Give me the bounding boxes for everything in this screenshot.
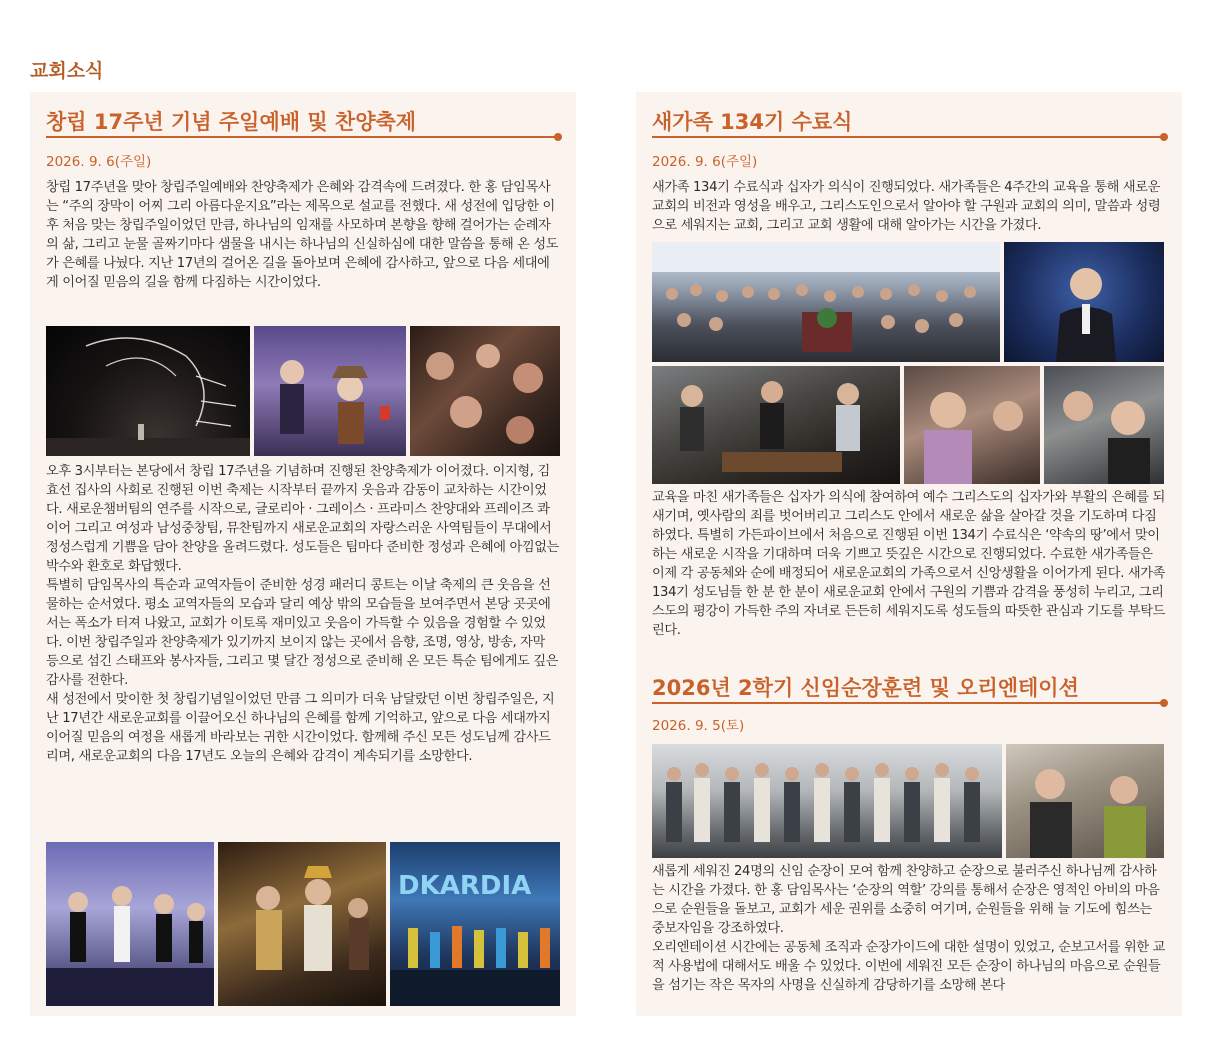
section-label: 교회소식 <box>30 60 104 82</box>
paragraph: 새 성전에서 맞이한 첫 창립기념일이었던 만큼 그 의미가 더욱 남달랐던 이번 창립주일은, 지난 17년간 새로운교회를 이끌어오신 하나님의 은혜를 함께 기억하고, 앞으로 다음 세대까지 이어질 믿음의 여정을 새롭게 바라보는 귀한 시간이었다. 함께해 주신 모든 성도님께 감사드리며, 새로운교회의 다음 17년도 오늘의 은혜와 감격이 계속되기를 소망한다. <box>46 692 555 764</box>
title-divider <box>46 136 558 138</box>
group-icon <box>652 744 1002 858</box>
article-date: 2026. 9. 6(주일) <box>652 154 758 170</box>
audience-cheering-photo <box>410 326 560 456</box>
dancers-icon <box>46 842 214 1006</box>
attendees-icon <box>1006 744 1164 858</box>
kardia-sign-text: DKARDIA <box>398 871 532 901</box>
article-title: 창립 17주년 기념 주일예배 및 찬양축제 <box>46 110 417 134</box>
speaker-icon <box>1004 242 1164 362</box>
laughing-members-photo <box>1044 366 1164 484</box>
pastor-speaking-photo <box>1004 242 1164 362</box>
article-body-main <box>46 462 560 766</box>
paragraph: 오리엔테이션 시간에는 공동체 조직과 순장가이드에 대한 설명이 있었고, 순보고서를 위한 교적 사용법에 대해서도 배울 수 있었다. 이번에 세워진 모든 순장이 하나님의 마음으로 순원들을 섬기는 작은 목자의 사명을 신실하게 감당하기를 소망해 본다 <box>652 940 1166 993</box>
smiling-members-photo <box>904 366 1040 484</box>
title-divider <box>652 136 1164 138</box>
faces-icon <box>1044 366 1164 484</box>
actors-icon <box>218 842 386 1006</box>
paragraph: 창립 17주년을 맞아 창립주일예배와 찬양축제가 은혜와 감격속에 드려졌다. 한 홍 담임목사는 “주의 장막이 어찌 그리 아름다운지요”라는 제목으로 설교를 전했다. 새 성전에 입당한 이후 처음 맞는 창립주일이었던 만큼, 하나님의 임재를 사모하며 본향을 향해 걸어가는 순례자의 삶, 그리고 눈물 골짜기마다 샘물을 내시는 하나님의 신실하심에 대한 말씀을 통해 온 성도가 은혜를 나눴다. 지난 17년의 걸어온 길을 돌아보며 은혜에 감사하고, 앞으로 다음 세대에게 이어질 믿음의 길을 함께 다짐하는 시간이었다. <box>46 180 559 290</box>
leaders-group-photo <box>652 744 1002 858</box>
stage-sign-icon <box>390 842 560 1006</box>
paragraph: 오후 3시부터는 본당에서 창립 17주년을 기념하며 진행된 찬양축제가 이어졌다. 이지형, 김효선 집사의 사회로 진행된 이번 축제는 시작부터 끝까지 웃음과 감동이 교차하는 시간이었다. 새로운챔버팀의 연주를 시작으로, 글로리아 · 그레이스 · 프라미스 찬양대와 프레이즈 콰이어 그리고 여성과 남성중창팀, 뮤찬팀까지 새로운교회의 자랑스러운 사역팀들이 무대에서 정성스럽게 기쁨을 담아 찬양을 올려드렸다. 성도들은 팀마다 준비한 정성과 은혜에 아낌없는 박수와 환호로 화답했다. <box>46 464 560 574</box>
orientation-photo <box>1006 744 1164 858</box>
costume-skit-photo <box>218 842 386 1006</box>
cross-ceremony-photo <box>652 366 900 484</box>
news-column <box>636 92 1182 1016</box>
crowd-icon <box>652 242 1000 362</box>
anniversary-article <box>30 92 576 1016</box>
article-date: 2026. 9. 5(토) <box>652 718 745 734</box>
paragraph: 새가족 134기 수료식과 십자가 의식이 진행되었다. 새가족들은 4주간의 교육을 통해 새로운교회의 비전과 영성을 배우고, 그리스도인으로서 알아야 할 구원과 교회의 의미, 말씀과 성령으로 세워지는 교회, 그리고 교회 생활에 대해 알아가는 시간을 가졌다. <box>652 180 1161 233</box>
performers-icon <box>254 326 406 456</box>
article-title: 새가족 134기 수료식 <box>652 110 853 134</box>
faces-icon <box>904 366 1040 484</box>
kardia-choir-photo <box>390 842 560 1006</box>
stage-sermon-photo <box>46 326 250 456</box>
crowd-icon <box>410 326 560 456</box>
graduation-group-photo <box>652 242 1000 362</box>
dance-performance-photo <box>46 842 214 1006</box>
article-body-main <box>652 488 1166 640</box>
participants-icon <box>652 366 900 484</box>
page-header <box>0 0 1220 92</box>
article-title: 2026년 2학기 신임순장훈련 및 오리엔테이션 <box>652 676 1079 700</box>
article-body-training <box>652 862 1166 995</box>
article-body-intro <box>46 178 560 292</box>
paragraph: 교육을 마친 새가족들은 십자가 의식에 참여하여 예수 그리스도의 십자가와 부활의 은혜를 되새기며, 옛사람의 죄를 벗어버리고 그리스도 안에서 새로운 삶을 살아갈 것을 기도하며 다짐하였다. 특별히 가든파이브에서 처음으로 진행된 이번 134기 수료식은 ‘약속의 땅’에서 맞이하는 새로운 시작을 기대하며 더욱 기쁘고 뜻깊은 시간으로 진행되었다. 수료한 새가족들은 이제 각 공동체와 순에 배정되어 새로운교회의 가족으로서 신앙생활을 이어가게 된다. 새가족 134기 성도님들 한 분 한 분이 새로운교회 안에서 구원의 기쁨과 감격을 풍성히 누리고, 그리스도의 평강이 가득한 주의 자녀로 든든히 세워지도록 성도들의 따뜻한 관심과 기도를 부탁드린다. <box>652 490 1166 638</box>
title-divider <box>652 702 1164 704</box>
article-body-intro <box>652 178 1166 235</box>
article-date: 2026. 9. 6(주일) <box>46 154 152 170</box>
stage-art-icon <box>46 326 250 456</box>
paragraph: 새롭게 세워진 24명의 신임 순장이 모여 함께 찬양하고 순장으로 불러주신 하나님께 감사하는 시간을 가졌다. 한 홍 담임목사는 ‘순장의 역할’ 강의를 통해서 순장은 영적인 아비의 마음으로 순원들을 돌보고, 교회가 세운 권위를 소중히 여기며, 순원들을 위해 늘 기도에 힘쓰는 중보자임을 강조하였다. <box>652 864 1160 936</box>
paragraph: 특별히 담임목사의 특순과 교역자들이 준비한 성경 패러디 콩트는 이날 축제의 큰 웃음을 선물하는 순서였다. 평소 교역자들의 모습과 달리 예상 밖의 모습들을 보여주면서 본당 곳곳에서는 폭소가 터져 나왔고, 교회가 이토록 재미있고 웃음이 가득할 수 있음을 경험할 수 있었다. 이번 창립주일과 찬양축제가 있기까지 보이지 않는 곳에서 음향, 조명, 영상, 방송, 자막 등으로 섬긴 스태프와 봉사자들, 그리고 몇 달간 정성으로 준비해 온 모든 특순 팀에게도 깊은 감사를 전한다. <box>46 578 559 688</box>
violin-performance-photo <box>254 326 406 456</box>
